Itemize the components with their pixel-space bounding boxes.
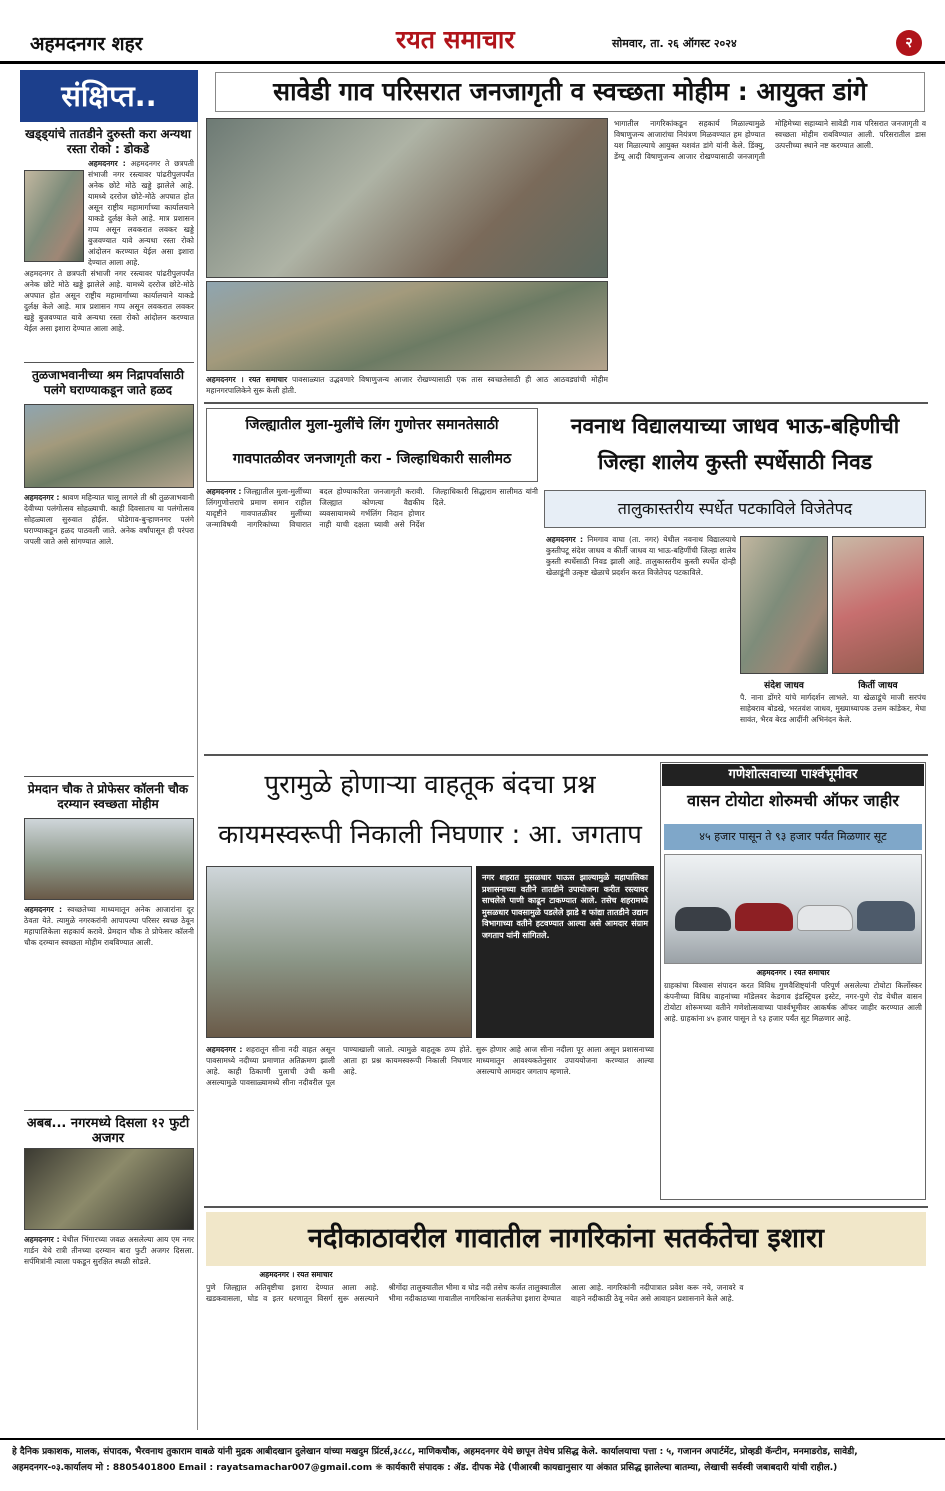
toyota-headline-2: वासन टोयोटा शोरुमची ऑफर जाहीर	[687, 791, 899, 810]
toyota-byline: अहमदनगर । रयत समाचार	[756, 968, 830, 977]
city-label: अहमदनगर शहर	[30, 33, 143, 55]
wrestler-caption-1: संदेश जाधव	[764, 681, 804, 691]
sidebar-story3-headline: प्रेमदान चौक ते प्रोफेसर कॉलनी चौक दरम्यान स्वच्छता मोहीम	[27, 782, 189, 811]
toyota-cars-photo	[664, 854, 922, 964]
car-shape	[857, 901, 915, 931]
lead-headline: सावेडी गाव परिसरात जनजागृती व स्वच्छता मोहीम : आयुक्त डांगे	[215, 72, 925, 112]
river-byline: अहमदनगर । रयत समाचार	[259, 1270, 333, 1279]
sidebar-story1-headline: खड्ड्यांचे तातडीने दुरुस्ती करा अन्यथा रस्ता रोको : डोकडे	[25, 127, 191, 156]
flood-text: अहमदनगर : शहरातून सीना नदी वाहत असून पावसामध्ये नदीच्या प्रमाणात अतिक्रमण झाली आहे. काही ठिकाणी पुलाची उंची कमी असल्यामुळे पावसाळ्यामध्ये सीना नदीवरील पूल पाण्याखाली जातो. त्यामुळे वाहतूक ठप्प होते. आता हा प्रश्न कायमस्वरूपी निकाली निघणार आहे.	[206, 1045, 472, 1087]
car-shape	[675, 907, 731, 931]
wrestler-photo-1	[740, 536, 828, 674]
wrestling-text-2: पै. नाना डोंगरे यांचे मार्गदर्शन लाभले. या खेळाडूंचे माजी सरपंच साहेबराव बोडखे, भरतवंश जाधव, मुख्याध्यापक उत्तम कांडेकर, मेघा सावंत, भैरव बेरड आदींनी अभिनंदन केले.	[740, 693, 926, 724]
lead-photo-caption: अहमदनगर । रयत समाचार पावसाळ्यात उद्भवणारे विषाणुजन्य आजार रोखण्यासाठी एक तास स्वच्छतेसाठी ही आठ आठवड्यांची मोहीम महानगरपालिकेने सुरू केली होती.	[206, 375, 608, 395]
sidebar-story2-photo	[24, 404, 194, 488]
sidebar-story4-headline: अबब... नगरमध्ये दिसला १२ फुटी अजगर	[26, 1116, 190, 1146]
section-title: संक्षिप्त..	[20, 70, 198, 122]
sidebar-story3-text: अहमदनगर : स्वच्छतेच्या माध्यमातून अनेक आजारांना दूर ठेवता येते. त्यामुळे नगरकरांनी आपापल्या परिसर स्वच्छ ठेवून महापालिकेला सहकार्य करावे. प्रेमदान चौक ते प्रोफेसर कॉलनी चौक दरम्यान स्वच्छता मोहीम राबविण्यात आली.	[24, 905, 194, 947]
river-headline: नदीकाठावरील गावातील नागरिकांना सतर्कतेचा इशारा	[307, 1223, 825, 1254]
flood-text-2: सुरू होणार आहे आज सीना नदीला पूर आला असून प्रशासनाच्या माध्यमातून आवश्यकतेनुसार उपाययोजना करण्यात आल्या असल्याचे आमदार जगताप म्हणाले.	[476, 1045, 654, 1076]
wrestling-text: अहमदनगर : निमगाव वाघा (ता. नगर) येथील नवनाथ विद्यालयाचे कुस्तीपटू संदेश जाधव व कीर्ती जाधव या भाऊ-बहिणींची जिल्हा शालेय कुस्ती स्पर्धेसाठी निवड झाली आहे. तालुकास्तरीय कुस्ती स्पर्धेत दोन्ही खेळाडूंनी उत्कृष्ट खेळाचे प्रदर्शन करत विजेतेपद पटकाविले.	[546, 535, 736, 577]
flood-highlight: नगर शहरात मुसळधार पाऊस झाल्यामुळे महापालिका प्रशासनाच्या वतीने तातडीने उपायोजना करीत रस्त्यावर साचलेले पाणी काढून टाकण्यात आले. तसेच शहरामध्ये मुसळधार पावसामुळे पडलेले झाडे व फांद्या तातडीने उद्यान विभागाच्या वतीने हटवण्यात आल्या असे आमदार संग्राम जगताप यांनी सांगितले.	[476, 866, 654, 1038]
divider	[24, 1110, 194, 1111]
sidebar-story4-photo	[24, 1148, 194, 1230]
river-text: पुणे जिल्ह्यात अतिवृष्टीचा इशारा देण्यात आला आहे. खडकवासला, घोड व इतर धरणातून विसर्ग सुरू असल्याने श्रीगोंदा तालुक्यातील भीमा व घोड नदी तसेच कर्जत तालुक्यातील भीमा नदीकाठच्या गावातील नागरिकांना सतर्कतेचा इशारा देण्यात आला आहे. नागरिकांनी नदीपात्रात प्रवेश करू नये, जनावरे व वाहने नदीकाठी ठेवू नयेत असे आवाहन प्रशासनाने केले आहे.	[206, 1283, 744, 1303]
sidebar-story1-text-cont: अहमदनगर ते छत्रपती संभाजी नगर रस्त्यावर पांढरीपुलपर्यंत अनेक छोटे मोठे खड्डे झालेले आहे. यामध्ये दररोज छोटे-मोठे अपघात होत असून राष्ट्रीय महामार्गाच्या कार्यालयाने याकडे दुर्लक्ष केले आहे. मात्र प्रशासन गप्प असून लवकरात लवकर खड्डे बुजवण्यात यावे अन्यथा रस्ता रोको आंदोलन करण्यात येईल असा इशारा देण्यात आला आहे.	[24, 269, 194, 333]
divider	[204, 1206, 928, 1208]
sidebar-story1-text: अहमदनगर : अहमदनगर ते छत्रपती संभाजी नगर रस्त्यावर पांढरीपुलपर्यंत अनेक छोटे मोठे खड्डे झालेले आहे. यामध्ये दररोज छोटे-मोठे अपघात होत असून राष्ट्रीय महामार्गाच्या कार्यालयाने याकडे दुर्लक्ष केले आहे. मात्र प्रशासन गप्प असून लवकरात लवकर खड्डे बुजवण्यात यावे अन्यथा रस्ता रोको आंदोलन करण्यात येईल असा इशारा देण्यात आला आहे.	[88, 159, 194, 267]
lead-photo-2	[206, 281, 608, 371]
masthead	[0, 0, 945, 64]
lead-story-text: भागातील नागरिकांकडून सहकार्य मिळाल्यामुळे विषाणुजन्य आजारांचा नियंत्रण मिळवण्यात हम होण्यात यश मिळाल्याचे आयुक्त यशवंत डांगे यांनी केले. डिंक्यु, डेंग्यू आदी विषाणुजन्य आजार रोखण्यासाठी जनजागृती मोहिमेच्या सहाय्याने सावेडी गाव परिसरात जनजागृती व स्वच्छता मोहीम राबविण्यात आली. परिसरातील डास उत्पत्तीच्या स्थाने नष्ट करण्यात आली.	[614, 119, 926, 161]
wrestling-headline-1: नवनाथ विद्यालयाच्या जाधव भाऊ-बहिणीची	[570, 414, 900, 438]
wrestler-photo-2	[832, 536, 924, 674]
page-number: २	[896, 30, 922, 56]
divider	[204, 402, 928, 404]
sidebar-story2-text: अहमदनगर : श्रावण महिन्यात चालू लागले ती श्री तुळजाभवानी देवीच्या पलंगोत्सव सोहळ्याची. काही दिवसातच या पलंगोत्सव सोहळ्याला सुरुवात होईल. घोडेगाव-बुऱ्हाणनगर पलंगे घराण्याकडून हळद पाठवली जाते. अनेक वर्षांपासून ही परंपरा जपली जाते असे सांगण्यात आले.	[24, 493, 194, 546]
sidebar-story4-text: अहमदनगर : येथील भिंगारच्या जवळ असलेल्या आय एम नगर गार्डन येथे रात्री तीनच्या दरम्यान बारा फुटी अजगर दिसला. सर्पमित्रांनी त्याला पकडून सुरक्षित स्थळी सोडले.	[24, 1235, 194, 1266]
sex-ratio-text: अहमदनगर : जिल्ह्यातील मुला-मुलींच्या लिंगगुणोत्तराचे प्रमाण समान राहील यादृष्टीने गावपातळीवर मुलींच्या जन्माविषयी नागरिकांच्या विचारात बदल होण्याकरिता जनजागृती करावी. जिल्ह्यात कोणत्या वैद्यकीय व्यवसायामध्ये गर्भलिंग निदान होणार नाही याची दक्षता घ्यावी असे निर्देश जिल्हाधिकारी सिद्धाराम सालीमठ यांनी दिले.	[206, 487, 538, 529]
sidebar-story3-photo	[24, 818, 194, 900]
toyota-text: ग्राहकांचा विश्वास संपादन करत विविध गुणवैशिष्ट्यांनी परिपूर्ण असलेल्या टोयोटा किर्लोस्कर कंपनीच्या विविध वाहनांच्या मॉडेलवर केडगाव इंडस्ट्रियल इस्टेट, नगर-पुणे रोड येथील वासन टोयोटा शोरूमच्या वतीने गणेशोत्सवाच्या पार्श्वभूमीवर आकर्षक ऑफर जाहीर करण्यात आली आहे. ग्राहकांना ४५ हजार पासून ते ९३ हजार पर्यंत सूट मिळणार आहे.	[664, 981, 922, 1023]
sidebar-story1-photo	[24, 170, 84, 262]
imprint-footer	[0, 1438, 945, 1491]
flood-headline-2: कायमस्वरूपी निकाली निघणार : आ. जगताप	[218, 820, 642, 850]
car-shape	[797, 905, 853, 931]
divider	[204, 754, 928, 756]
footer-line-2: अहमदनगर-०३.कार्यालय मो : 8805401800 Email : rayatsamachar007@gmail.com ❋ कार्यकारी संपादक : ॲड. दीपक मेढे (पीआरबी कायद्यानुसार या अंकात प्रसिद्ध झालेल्या बातम्या, लेखाची सर्वस्वी जबाबदारी यांची राहील.)	[12, 1463, 838, 1473]
flood-photo	[206, 866, 472, 1038]
wrestling-subheadline: तालुकास्तरीय स्पर्धेत पटकाविले विजेतेपद	[617, 499, 853, 518]
sex-ratio-headline-2: गावपातळीवर जनजागृती करा - जिल्हाधिकारी सालीमठ	[232, 451, 512, 467]
footer-line-1: हे दैनिक प्रकाशक, मालक, संपादक, भैरवनाथ तुकाराम वाबळे यांनी मुद्रक आबीदखान दुलेखान यांच्या मखदुम प्रिंटर्स,३८८८, माणिकचौक, अहमदनगर येथे छापून तेथेच प्रसिद्ध केले. कार्यालयाचा पत्ता : ५, गजानन अपार्टमेंट, प्रोव्हडी कॅन्टीन, मनमाडरोड, सावेडी,	[12, 1447, 858, 1457]
toyota-subheadline: ४५ हजार पासून ते ९३ हजार पर्यंत मिळणार सूट	[664, 824, 922, 850]
paper-name: रयत समाचार	[396, 25, 515, 54]
wrestler-caption-2: किर्ती जाधव	[858, 681, 898, 691]
wrestling-headline-2: जिल्हा शालेय कुस्ती स्पर्धेसाठी निवड	[597, 450, 873, 474]
lead-photo-1	[206, 118, 608, 278]
flood-headline-1: पुरामुळे होणाऱ्या वाहतूक बंदचा प्रश्न	[264, 770, 596, 800]
divider	[24, 776, 194, 777]
sex-ratio-headline-1: जिल्ह्यातील मुला-मुलींचे लिंग गुणोत्तर समानतेसाठी	[245, 417, 499, 433]
toyota-headline-1: गणेशोत्सवाच्या पार्श्वभूमीवर	[662, 764, 924, 786]
dateline: सोमवार, ता. २६ ऑगस्ट २०२४	[612, 37, 737, 50]
sidebar-story2-headline: तुळजाभवानीच्या श्रम निद्रापर्वासाठी पलंगे घराण्याकडून जाते हळद	[32, 368, 184, 397]
car-shape	[735, 903, 793, 931]
divider	[24, 362, 194, 363]
